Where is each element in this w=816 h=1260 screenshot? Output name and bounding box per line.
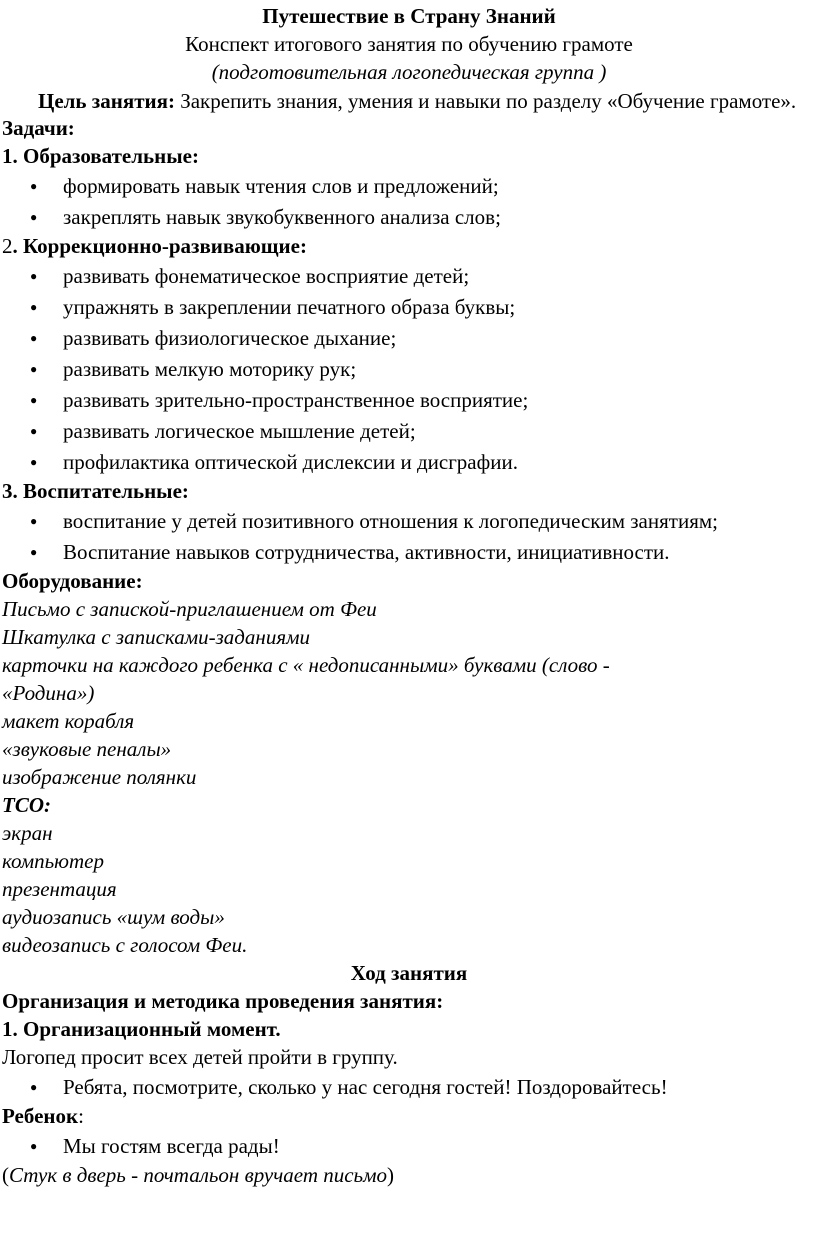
list-item: ● развивать логическое мышление детей; (2, 416, 816, 447)
list-item: ● закреплять навык звукобуквенного анализа слов; (2, 202, 816, 233)
bullet-icon: ● (30, 1080, 38, 1094)
lesson-goal (2, 87, 816, 115)
list-item: компьютер (2, 849, 104, 873)
list-item: ● Воспитание навыков сотрудничества, активности, инициативности. (2, 537, 816, 568)
step1-text: Логопед просит всех детей пройти в группу. (2, 1045, 398, 1069)
tasks-heading: Задачи: (2, 116, 75, 140)
list-item: карточки на каждого ребенка с « недописанными» буквами (слово - (2, 653, 610, 677)
bullet-icon: ● (30, 545, 38, 559)
list-item: ● профилактика оптической дислексии и дисграфии. (2, 447, 816, 478)
bullet-icon: ● (30, 393, 38, 407)
upbringing-heading: 3. Воспитательные: (2, 479, 189, 503)
correctional-heading: 2. Коррекционно-развивающие: (2, 234, 307, 258)
document-title: Путешествие в Страну Знаний (262, 4, 556, 28)
goal-label: Цель занятия: (38, 89, 175, 113)
list-item: ● упражнять в закреплении печатного образа буквы; (2, 292, 816, 323)
list-item: макет корабля (2, 709, 135, 733)
bullet-icon: ● (30, 300, 38, 314)
list-item: презентация (2, 877, 117, 901)
bullet-icon: ● (30, 362, 38, 376)
bullet-icon: ● (30, 331, 38, 345)
list-item: ● развивать физиологическое дыхание; (2, 323, 816, 354)
lesson-heading: Ход занятия (350, 961, 468, 985)
correctional-list (2, 261, 816, 478)
list-item: ● развивать фонематическое восприятие детей; (2, 261, 816, 292)
goal-text: Закрепить знания, умения и навыки по разделу «Обучение грамоте». (174, 89, 797, 113)
list-item: аудиозапись «шум воды» (2, 905, 225, 929)
list-item: «звуковые пеналы» (2, 737, 172, 761)
list-item: ● развивать зрительно-пространственное восприятие; (2, 385, 816, 416)
list-item: изображение полянки (2, 765, 197, 789)
teacher-list (2, 1072, 816, 1103)
child-label: Ребенок: (2, 1104, 84, 1128)
tso-list (2, 820, 816, 960)
step1-heading: 1. Организационный момент. (2, 1017, 281, 1041)
bullet-icon: ● (30, 514, 38, 528)
equipment-heading: Оборудование: (2, 569, 143, 593)
method-heading: Организация и методика проведения занятия: (2, 989, 444, 1013)
list-item: ● воспитание у детей позитивного отношения к логопедическим занятиям; (30, 509, 718, 533)
list-item: Шкатулка с записками-заданиями (2, 625, 310, 649)
child-list (2, 1131, 816, 1162)
document-page (0, 3, 816, 1260)
list-item: экран (2, 821, 53, 845)
bullet-icon: ● (30, 424, 38, 438)
bullet-icon: ● (30, 1139, 38, 1153)
document-subtitle: Конспект итогового занятия по обучению грамоте (185, 32, 633, 56)
list-item: ● формировать навык чтения слов и предложений; (2, 171, 816, 202)
list-item: видеозапись с голосом Феи. (2, 933, 248, 957)
list-item: ● развивать мелкую моторику рук; (2, 354, 816, 385)
educational-list (2, 171, 816, 233)
stage-direction: (Стук в дверь - почтальон вручает письмо) (2, 1163, 395, 1187)
bullet-icon: ● (30, 269, 38, 283)
bullet-icon: ● (30, 455, 38, 469)
group-caption: (подготовительная логопедическая группа ) (211, 60, 607, 84)
bullet-icon: ● (30, 210, 38, 224)
list-item: «Родина») (2, 681, 95, 705)
educational-heading: 1. Образовательные: (2, 144, 199, 168)
equipment-list (2, 596, 816, 792)
list-item: Письмо с запиской-приглашением от Феи (2, 597, 377, 621)
upbringing-list (2, 506, 816, 568)
list-item: ● Ребята, посмотрите, сколько у нас сегодня гостей! Поздоровайтесь! (2, 1072, 816, 1103)
list-item: ● Мы гостям всегда рады! (2, 1131, 816, 1162)
tso-heading: ТСО: (2, 793, 51, 817)
bullet-icon: ● (30, 179, 38, 193)
